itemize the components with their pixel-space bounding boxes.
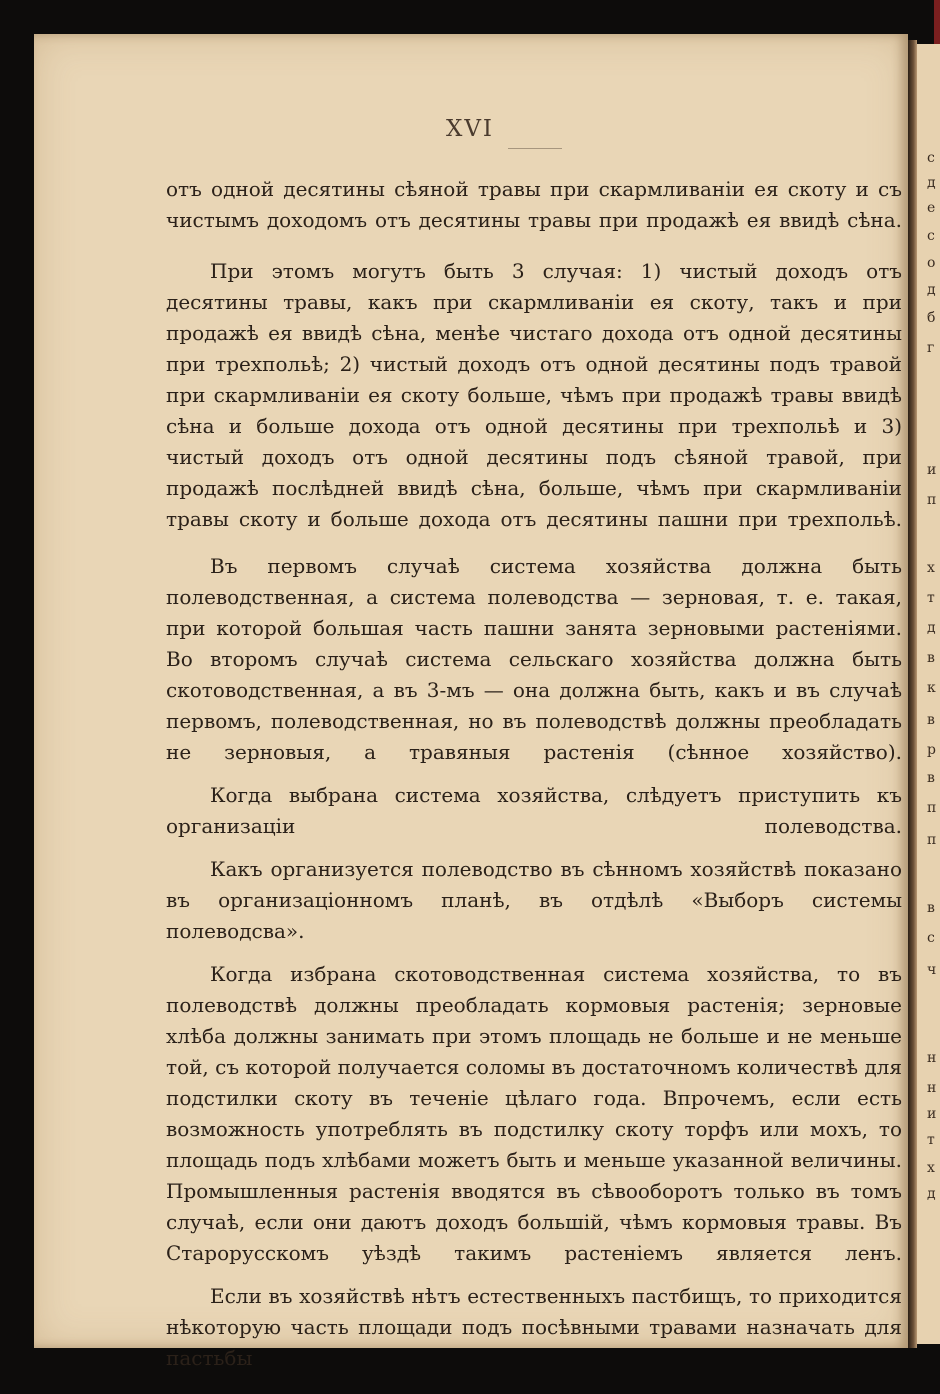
paragraph: Когда избрана скотоводственная система хозяйства, то въ полеводствѣ должны преобладать кормовыя растенія; зерновые хлѣба должны занимать при этомъ площадь не больше и не меньше той, съ которой получается соломы въ достаточномъ количествѣ для подстилки скоту въ теченіе цѣлаго года. Впрочемъ, если есть возможность употреблять въ подстилку скоту торфъ или мохъ, то площадь подъ хлѣбами можетъ быть и меньше указанной величины. Промышленныя растенія вводятся въ сѣвооборотъ только въ томъ случаѣ, если они даютъ доходъ большій, чѣмъ кормовыя травы. Въ Старорусскомъ уѣздѣ такимъ растеніемъ является ленъ. bbox=[166, 962, 902, 1265]
facing-page-fragment: о bbox=[927, 255, 936, 271]
facing-page-fragment: г bbox=[927, 340, 935, 356]
facing-page-fragment: п bbox=[927, 492, 937, 508]
facing-page-fragment: в bbox=[927, 770, 935, 786]
facing-page-fragment: в bbox=[927, 650, 935, 666]
facing-page-fragment: н bbox=[927, 1080, 937, 1096]
facing-page-fragment: ч bbox=[927, 962, 937, 978]
facing-page-fragment: н bbox=[927, 1050, 937, 1066]
paragraph: При этомъ могутъ быть 3 случая: 1) чистый доходъ отъ десятины травы, какъ при скармливаніи ея скоту, такъ и при продажѣ ея ввидѣ сѣна, менѣе чистаго дохода отъ одной десятины при трехпольѣ; 2) чистый доходъ отъ одной десятины подъ травой при скармливаніи ея скоту больше, чѣмъ при продажѣ травы ввидѣ сѣна и больше дохода отъ одной десятины при трехпольѣ и 3) чистый доходъ отъ одной десятины подъ сѣяной травой, при продажѣ послѣдней ввидѣ сѣна, больше, чѣмъ при скармливаніи травы скоту и больше дохода отъ десятины пашни при трехпольѣ. bbox=[166, 259, 902, 531]
facing-page-fragment: п bbox=[927, 832, 937, 848]
paragraph: Если въ хозяйствѣ нѣтъ естественныхъ пастбищъ, то приходится нѣкоторую часть площади подъ посѣвными травами назначать для пастьбы bbox=[166, 1284, 902, 1370]
paragraph: Когда выбрана система хозяйства, слѣдуетъ приступить къ организаціи полеводства. bbox=[166, 783, 902, 838]
facing-page-fragment: б bbox=[927, 310, 936, 326]
facing-page-fragment: с bbox=[927, 930, 935, 946]
facing-page-fragment: д bbox=[927, 1186, 936, 1202]
facing-page-fragment: и bbox=[927, 1106, 937, 1122]
facing-page-fragment: к bbox=[927, 680, 936, 696]
paragraph: отъ одной десятины сѣяной травы при скармливаніи ея скоту и съ чистымъ доходомъ отъ десятины травы при продажѣ ея ввидѣ сѣна. bbox=[166, 177, 902, 232]
facing-page-fragment: д bbox=[927, 175, 936, 191]
facing-page-fragment: в bbox=[927, 900, 935, 916]
facing-page-fragment: т bbox=[927, 1132, 935, 1148]
paragraph: Въ первомъ случаѣ система хозяйства должна быть полеводственная, а система полеводства — зерновая, т. е. такая, при которой большая часть пашни занята зерновыми растеніями. Во второмъ случаѣ система сельскаго хозяйства должна быть скотоводственная, а въ 3-мъ — она должна быть, какъ и въ случаѣ первомъ, полеводственная, но въ полеводствѣ должны преобладать не зерновыя, а травяныя растенія (сѣнное хозяйство). bbox=[166, 554, 902, 764]
facing-page-fragment: п bbox=[927, 800, 937, 816]
body-text bbox=[166, 174, 902, 1394]
page-number-rule bbox=[508, 148, 562, 149]
facing-page-fragment: е bbox=[927, 200, 936, 216]
page-gutter bbox=[908, 40, 917, 1348]
facing-page-fragment: д bbox=[927, 620, 936, 636]
facing-page-fragment: х bbox=[927, 1160, 935, 1176]
facing-page-fragment: с bbox=[927, 228, 935, 244]
paragraph: Какъ организуется полеводство въ сѣнномъ хозяйствѣ показано въ организаціонномъ планѣ, въ отдѣлѣ «Выборъ системы полеводсва». bbox=[166, 857, 902, 943]
page-number: XVI bbox=[445, 116, 495, 142]
facing-page-fragment: в bbox=[927, 712, 935, 728]
facing-page-fragment: т bbox=[927, 590, 935, 606]
facing-page-fragment: р bbox=[927, 742, 936, 758]
facing-page-edge bbox=[917, 44, 940, 1344]
facing-page-fragment: и bbox=[927, 462, 937, 478]
facing-page-fragment: с bbox=[927, 150, 935, 166]
facing-page-fragment: д bbox=[927, 282, 936, 298]
facing-page-fragment: х bbox=[927, 560, 935, 576]
